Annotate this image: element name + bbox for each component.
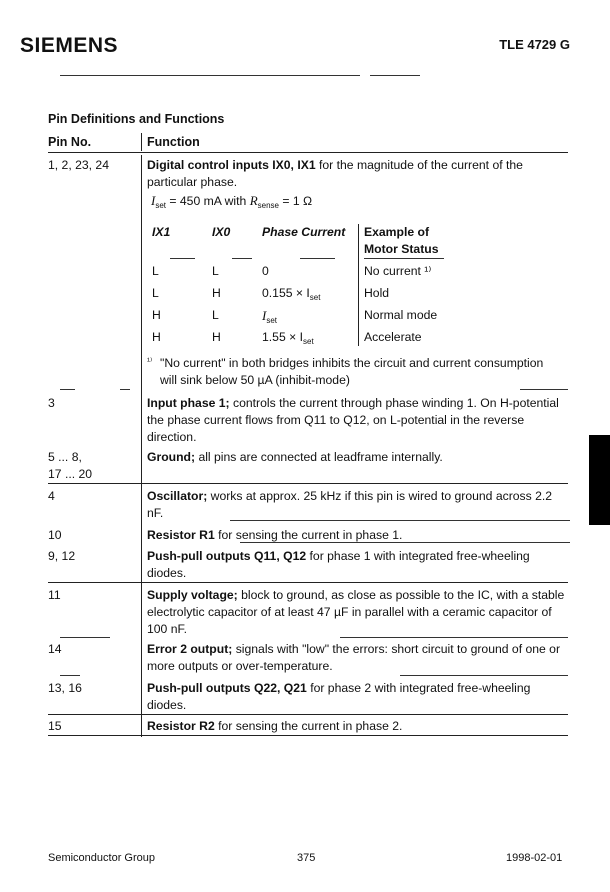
function-text: for phase 2 with integrated free-wheeling diodes. [147,681,531,712]
function-text: all pins are connected at leadframe internally. [195,450,443,464]
subtable-cell: L [212,264,219,278]
subtable-header-example: Example of [364,225,430,239]
subtable-cell: H [152,330,161,344]
function-text: controls the current through phase winding 1. On H-potential the phase current flows from Q11 to Q12, on L-potential in the reverse direction. [147,396,559,444]
function-text: works at approx. 25 kHz if this pin is wired to ground across 2.2 nF. [147,489,553,520]
subtable-cell: L [152,264,159,278]
pin-number: 14 [48,642,62,656]
pin-function [147,587,567,638]
column-header-function: Function [147,135,200,149]
function-title: Push-pull outputs Q11, Q12 [147,549,307,563]
pin-function [147,680,567,714]
pin-function [147,641,567,675]
function-title: Resistor R1 [147,528,215,542]
function-text: signals with "low" the errors: short circuit to ground of one or more outputs or over-temperature. [147,642,561,673]
pin-number: 4 [48,489,55,503]
pin-number: 10 [48,528,62,542]
footer-company: Semiconductor Group [48,852,155,864]
function-title: Ground; [147,450,196,464]
function-text: block to ground, as close as possible to the IC, with a stable electrolytic capacitor of at least 47 µF in parallel with a ceramic capacitor of 100 nF. [147,588,565,636]
header-divider [48,152,568,153]
subtable-header-motor-status: Motor Status [364,242,439,256]
subtable-cell: L [212,308,219,322]
iset-formula: $I_{set} = 450$ mA with $R_{sense} = 1$ Ω [151,193,313,210]
function-title: Input phase 1; [147,396,230,410]
subtable-header-ix0: IX0 [212,225,231,239]
function-title: Push-pull outputs Q22, Q21 [147,681,307,695]
function-text: for sensing the current in phase 2. [214,719,403,733]
column-header-pin: Pin No. [48,135,92,149]
brand-logo: SIEMENS [20,34,119,57]
pin-function [147,157,567,191]
pin-number: 9, 12 [48,549,76,563]
subtable-header-phase-current: Phase Current [262,225,346,239]
pin-function [147,718,567,735]
function-text: for sensing the current in phase 1. [214,528,403,542]
pin-number: 15 [48,719,62,733]
function-title: Oscillator; [147,489,208,503]
subtable-header-ix1: IX1 [152,225,171,239]
section-title: Pin Definitions and Functions [48,112,225,126]
part-number: TLE 4729 G [499,37,570,52]
thumb-index-marker [589,435,610,525]
subtable-cell: $1.55 \times I_{set}$ [262,330,314,346]
function-text: for the magnitude of the current of the particular phase. [147,158,523,189]
subtable-cell: H [212,286,221,300]
function-title: Error 2 output; [147,642,233,656]
pin-number: 5 ... 8, [48,450,82,464]
subtable-cell: H [212,330,221,344]
footnote-text: "No current" in both bridges inhibits the circuit and current consumption will sink below 50 µA (inhibit-mode) [160,356,544,387]
pin-function [147,395,567,446]
pin-function [147,548,567,582]
pin-number: 1, 2, 23, 24 [48,158,109,172]
column-divider [141,155,142,737]
function-title: Resistor R2 [147,719,215,733]
subtable-cell: Hold [364,286,390,300]
subtable-cell: Accelerate [364,330,422,344]
function-text: for phase 1 with integrated free-wheeling diodes. [147,549,530,580]
pin-number: 3 [48,396,55,410]
subtable-cell: L [152,286,159,300]
pin-function [147,488,567,522]
subtable-cell: $I_{set}$ [262,308,278,325]
pin-function [147,449,567,466]
subtable-cell: $0.155 \times I_{set}$ [262,286,321,302]
footnote-mark: ¹⁾ [147,356,153,366]
pin-number: 13, 16 [48,681,82,695]
subtable-cell: 0 [262,264,269,278]
function-title: Supply voltage; [147,588,238,602]
function-title: Digital control inputs IX0, IX1 [147,158,316,172]
pin-number: 11 [48,588,61,602]
page-number: 375 [297,852,316,864]
footer-date: 1998-02-01 [506,852,563,864]
subtable-cell: No current ¹⁾ [364,264,432,278]
subtable-cell: Normal mode [364,308,438,322]
subtable-cell: H [152,308,161,322]
pin-number: 17 ... 20 [48,467,93,481]
